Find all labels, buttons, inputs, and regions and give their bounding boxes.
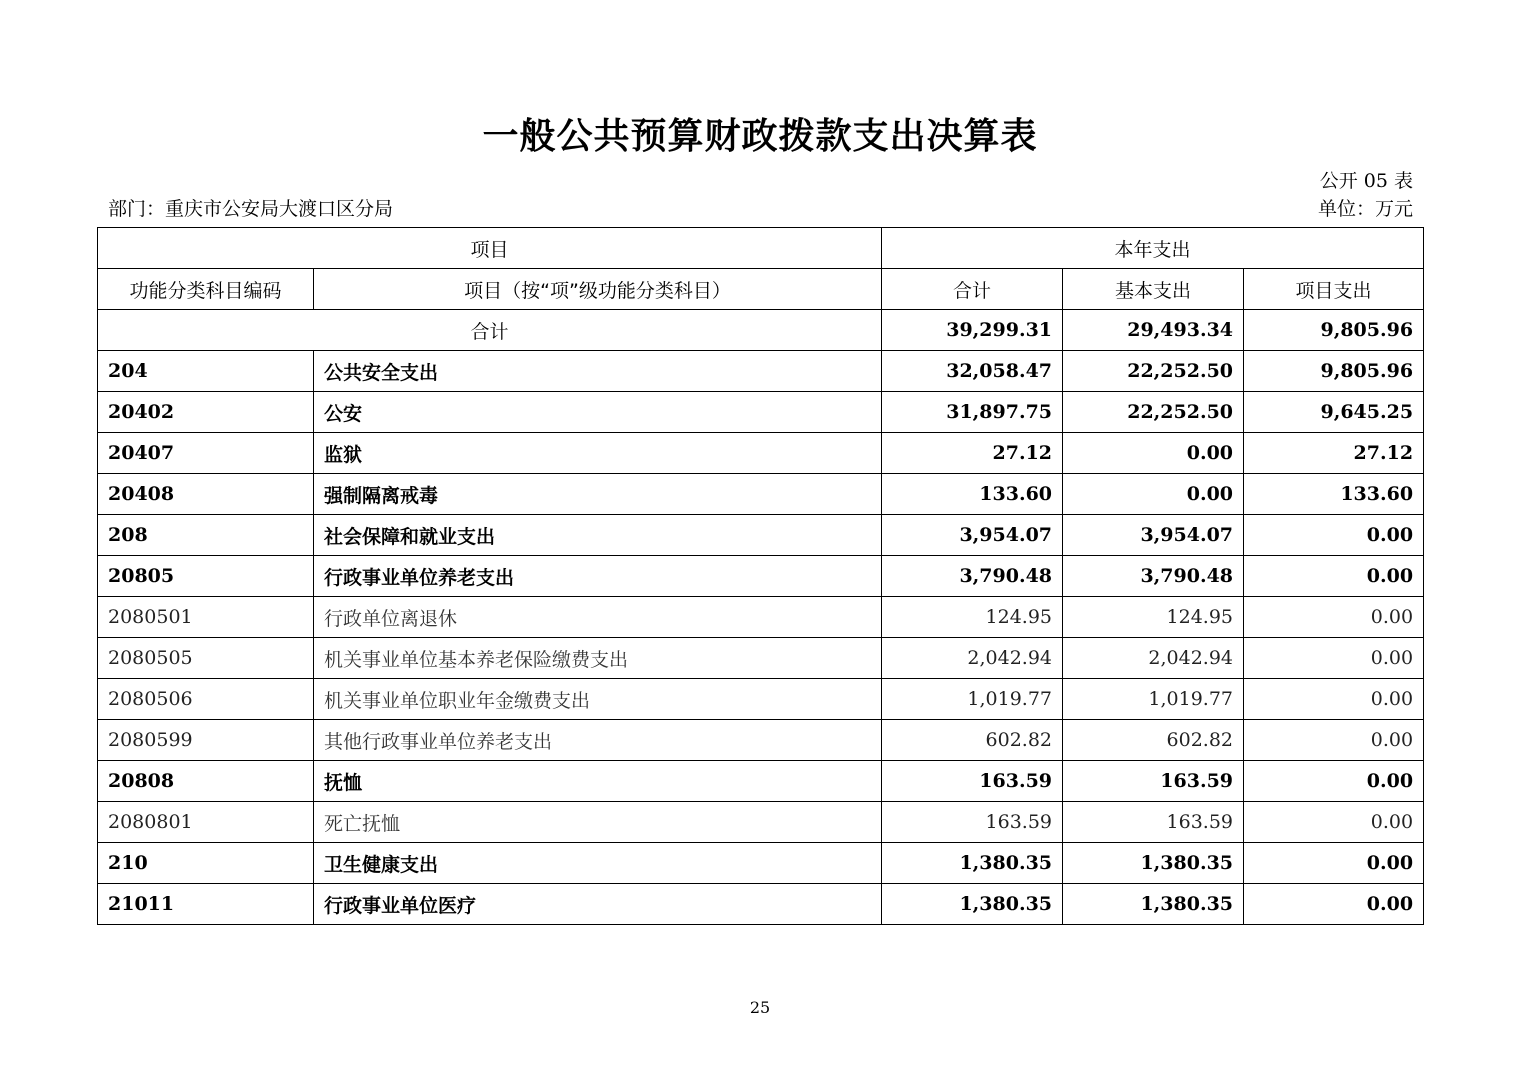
row-project: 0.00 <box>1244 802 1424 843</box>
row-name: 死亡抚恤 <box>314 802 882 843</box>
header-row-sub <box>98 269 1424 310</box>
row-code: 20408 <box>98 474 314 515</box>
total-basic: 29,493.34 <box>1063 310 1244 351</box>
row-name: 行政单位离退休 <box>314 597 882 638</box>
row-basic: 3,954.07 <box>1063 515 1244 556</box>
table-row <box>98 474 1424 515</box>
row-basic: 0.00 <box>1063 433 1244 474</box>
row-project: 0.00 <box>1244 884 1424 925</box>
row-code: 204 <box>98 351 314 392</box>
row-total: 32,058.47 <box>882 351 1063 392</box>
header-row-top <box>98 228 1424 269</box>
row-name: 社会保障和就业支出 <box>314 515 882 556</box>
header-project-exp: 项目支出 <box>1244 269 1424 310</box>
header-total: 合计 <box>882 269 1063 310</box>
table-row <box>98 761 1424 802</box>
row-name: 公安 <box>314 392 882 433</box>
row-total: 31,897.75 <box>882 392 1063 433</box>
row-project: 0.00 <box>1244 597 1424 638</box>
row-code: 210 <box>98 843 314 884</box>
row-total: 27.12 <box>882 433 1063 474</box>
expenditure-table <box>97 227 1424 925</box>
row-total: 163.59 <box>882 802 1063 843</box>
row-code: 21011 <box>98 884 314 925</box>
row-basic: 0.00 <box>1063 474 1244 515</box>
row-total: 3,954.07 <box>882 515 1063 556</box>
row-project: 27.12 <box>1244 433 1424 474</box>
row-basic: 22,252.50 <box>1063 392 1244 433</box>
total-row <box>98 310 1424 351</box>
page-number: 25 <box>749 998 771 1017</box>
row-name: 行政事业单位医疗 <box>314 884 882 925</box>
unit-label: 单位：万元 <box>1317 198 1413 220</box>
table-row <box>98 392 1424 433</box>
header-project: 项目 <box>98 228 882 269</box>
row-project: 0.00 <box>1244 720 1424 761</box>
row-code: 20808 <box>98 761 314 802</box>
row-project: 9,645.25 <box>1244 392 1424 433</box>
row-project: 9,805.96 <box>1244 351 1424 392</box>
row-code: 20407 <box>98 433 314 474</box>
row-total: 1,019.77 <box>882 679 1063 720</box>
header-name: 项目（按“项”级功能分类科目） <box>314 269 882 310</box>
row-code: 208 <box>98 515 314 556</box>
table-row <box>98 720 1424 761</box>
row-basic: 1,019.77 <box>1063 679 1244 720</box>
table-row <box>98 515 1424 556</box>
row-total: 133.60 <box>882 474 1063 515</box>
table-row <box>98 884 1424 925</box>
table-row <box>98 802 1424 843</box>
row-code: 2080501 <box>98 597 314 638</box>
row-total: 163.59 <box>882 761 1063 802</box>
row-project: 0.00 <box>1244 843 1424 884</box>
table-row <box>98 843 1424 884</box>
row-project: 0.00 <box>1244 556 1424 597</box>
row-name: 强制隔离戒毒 <box>314 474 882 515</box>
row-basic: 1,380.35 <box>1063 884 1244 925</box>
row-name: 行政事业单位养老支出 <box>314 556 882 597</box>
table-row <box>98 433 1424 474</box>
row-name: 机关事业单位职业年金缴费支出 <box>314 679 882 720</box>
row-basic: 1,380.35 <box>1063 843 1244 884</box>
row-code: 2080505 <box>98 638 314 679</box>
header-code: 功能分类科目编码 <box>98 269 314 310</box>
row-name: 机关事业单位基本养老保险缴费支出 <box>314 638 882 679</box>
table-row <box>98 597 1424 638</box>
department-label: 部门：重庆市公安局大渡口区分局 <box>108 198 394 220</box>
form-number: 公开 05 表 <box>1319 170 1413 192</box>
row-total: 1,380.35 <box>882 843 1063 884</box>
table-row <box>98 351 1424 392</box>
row-code: 20402 <box>98 392 314 433</box>
row-project: 0.00 <box>1244 761 1424 802</box>
table-row <box>98 556 1424 597</box>
row-project: 0.00 <box>1244 515 1424 556</box>
row-basic: 2,042.94 <box>1063 638 1244 679</box>
row-name: 卫生健康支出 <box>314 843 882 884</box>
table-row <box>98 638 1424 679</box>
row-code: 2080599 <box>98 720 314 761</box>
row-total: 2,042.94 <box>882 638 1063 679</box>
table-row <box>98 679 1424 720</box>
row-basic: 602.82 <box>1063 720 1244 761</box>
row-total: 1,380.35 <box>882 884 1063 925</box>
total-label: 合计 <box>98 310 882 351</box>
row-name: 监狱 <box>314 433 882 474</box>
page-title: 一般公共预算财政拨款支出决算表 <box>482 116 1038 157</box>
row-total: 3,790.48 <box>882 556 1063 597</box>
row-name: 抚恤 <box>314 761 882 802</box>
row-project: 0.00 <box>1244 638 1424 679</box>
header-current-year: 本年支出 <box>882 228 1424 269</box>
row-code: 20805 <box>98 556 314 597</box>
row-basic: 163.59 <box>1063 802 1244 843</box>
row-basic: 124.95 <box>1063 597 1244 638</box>
header-basic: 基本支出 <box>1063 269 1244 310</box>
total-project: 9,805.96 <box>1244 310 1424 351</box>
row-basic: 3,790.48 <box>1063 556 1244 597</box>
row-basic: 163.59 <box>1063 761 1244 802</box>
row-total: 602.82 <box>882 720 1063 761</box>
row-total: 124.95 <box>882 597 1063 638</box>
row-project: 133.60 <box>1244 474 1424 515</box>
row-code: 2080506 <box>98 679 314 720</box>
row-basic: 22,252.50 <box>1063 351 1244 392</box>
row-name: 其他行政事业单位养老支出 <box>314 720 882 761</box>
row-name: 公共安全支出 <box>314 351 882 392</box>
total-total: 39,299.31 <box>882 310 1063 351</box>
row-project: 0.00 <box>1244 679 1424 720</box>
row-code: 2080801 <box>98 802 314 843</box>
